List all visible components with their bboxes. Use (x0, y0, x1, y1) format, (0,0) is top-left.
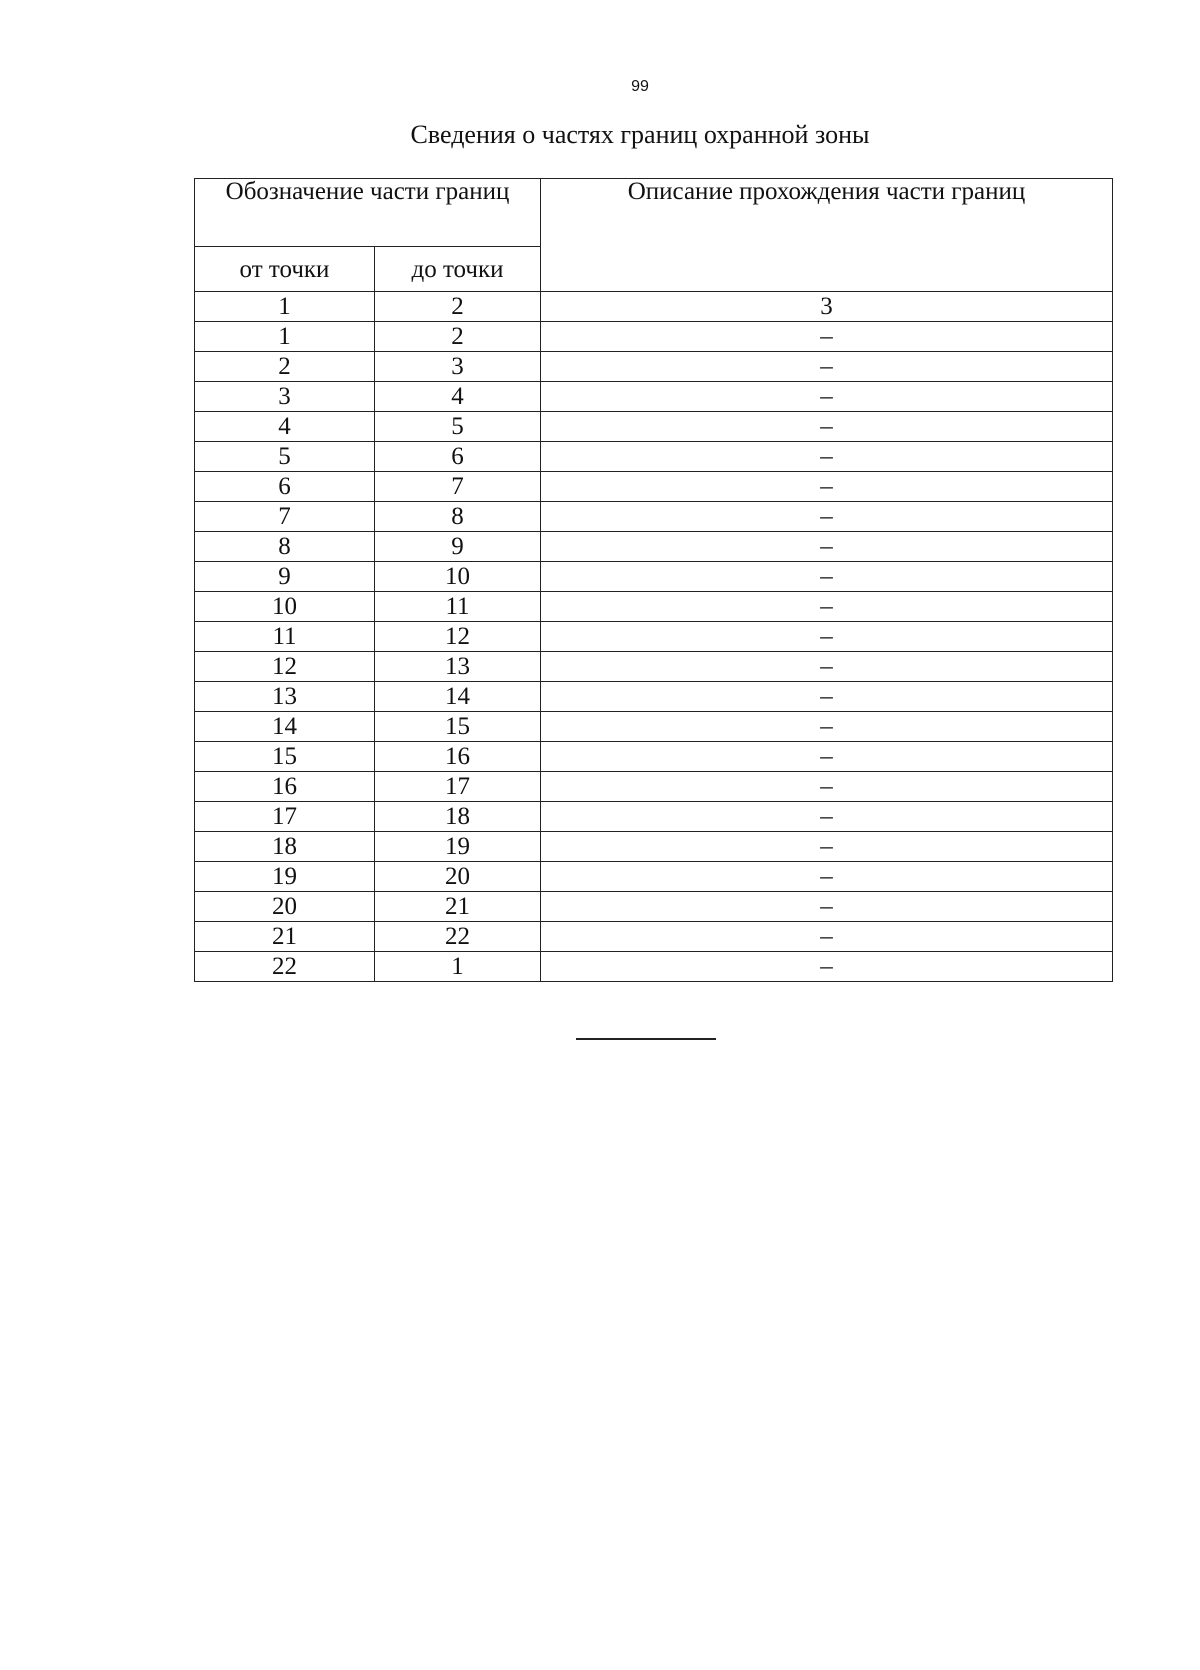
cell-description: – (541, 922, 1113, 952)
page-number: 99 (631, 78, 649, 95)
cell-from-point: 11 (195, 622, 375, 652)
cell-to-point: 12 (375, 622, 541, 652)
cell-to-point: 11 (375, 592, 541, 622)
cell-description: – (541, 772, 1113, 802)
cell-from-point: 21 (195, 922, 375, 952)
table-row (195, 352, 1113, 382)
cell-from-point: 20 (195, 892, 375, 922)
cell-to-point: 14 (375, 682, 541, 712)
boundary-parts-table (194, 178, 1113, 982)
cell-from-point: 18 (195, 832, 375, 862)
cell-description: – (541, 652, 1113, 682)
table-row (195, 862, 1113, 892)
cell-to-point: 20 (375, 862, 541, 892)
header-from-point: от точки (195, 247, 375, 292)
cell-description: – (541, 412, 1113, 442)
cell-description: – (541, 322, 1113, 352)
column-index-cell: 1 (195, 292, 375, 322)
cell-from-point: 16 (195, 772, 375, 802)
cell-from-point: 1 (195, 322, 375, 352)
table-row (195, 502, 1113, 532)
column-index-cell: 2 (375, 292, 541, 322)
cell-to-point: 17 (375, 772, 541, 802)
cell-to-point: 16 (375, 742, 541, 772)
table-row (195, 562, 1113, 592)
cell-description: – (541, 532, 1113, 562)
header-row-main (195, 179, 1113, 247)
cell-to-point: 3 (375, 352, 541, 382)
cell-from-point: 13 (195, 682, 375, 712)
table-row (195, 712, 1113, 742)
cell-from-point: 4 (195, 412, 375, 442)
cell-description: – (541, 712, 1113, 742)
cell-description: – (541, 592, 1113, 622)
cell-from-point: 17 (195, 802, 375, 832)
table-row (195, 772, 1113, 802)
column-index-cell: 3 (541, 292, 1113, 322)
cell-from-point: 14 (195, 712, 375, 742)
cell-description: – (541, 802, 1113, 832)
table-row (195, 742, 1113, 772)
table-row (195, 472, 1113, 502)
cell-description: – (541, 502, 1113, 532)
header-description: Описание прохождения части границ (541, 179, 1113, 292)
cell-from-point: 7 (195, 502, 375, 532)
cell-from-point: 12 (195, 652, 375, 682)
table-row (195, 592, 1113, 622)
cell-to-point: 9 (375, 532, 541, 562)
cell-to-point: 21 (375, 892, 541, 922)
cell-to-point: 6 (375, 442, 541, 472)
cell-description: – (541, 562, 1113, 592)
cell-from-point: 2 (195, 352, 375, 382)
cell-from-point: 10 (195, 592, 375, 622)
cell-description: – (541, 682, 1113, 712)
cell-description: – (541, 892, 1113, 922)
cell-to-point: 7 (375, 472, 541, 502)
table-row (195, 922, 1113, 952)
cell-to-point: 8 (375, 502, 541, 532)
cell-to-point: 1 (375, 952, 541, 982)
cell-to-point: 19 (375, 832, 541, 862)
cell-to-point: 5 (375, 412, 541, 442)
cell-description: – (541, 622, 1113, 652)
cell-to-point: 18 (375, 802, 541, 832)
cell-description: – (541, 382, 1113, 412)
table-row (195, 652, 1113, 682)
table-body (195, 292, 1113, 982)
table-row (195, 952, 1113, 982)
cell-to-point: 4 (375, 382, 541, 412)
cell-from-point: 6 (195, 472, 375, 502)
table-header (195, 179, 1113, 292)
cell-description: – (541, 742, 1113, 772)
cell-from-point: 15 (195, 742, 375, 772)
table-row (195, 322, 1113, 352)
cell-description: – (541, 352, 1113, 382)
cell-to-point: 2 (375, 322, 541, 352)
cell-from-point: 5 (195, 442, 375, 472)
footer-rule (576, 1038, 716, 1040)
table-row (195, 622, 1113, 652)
cell-description: – (541, 832, 1113, 862)
cell-description: – (541, 952, 1113, 982)
cell-description: – (541, 442, 1113, 472)
cell-to-point: 10 (375, 562, 541, 592)
table-row (195, 832, 1113, 862)
cell-from-point: 22 (195, 952, 375, 982)
table-row (195, 442, 1113, 472)
header-designation: Обозначение части границ (195, 179, 541, 247)
cell-to-point: 15 (375, 712, 541, 742)
table-row (195, 892, 1113, 922)
cell-to-point: 22 (375, 922, 541, 952)
header-to-point: до точки (375, 247, 541, 292)
column-index-row (195, 292, 1113, 322)
cell-from-point: 3 (195, 382, 375, 412)
table-row (195, 412, 1113, 442)
table-row (195, 532, 1113, 562)
cell-to-point: 13 (375, 652, 541, 682)
table-row (195, 802, 1113, 832)
cell-from-point: 19 (195, 862, 375, 892)
cell-description: – (541, 472, 1113, 502)
cell-from-point: 9 (195, 562, 375, 592)
table-row (195, 682, 1113, 712)
cell-description: – (541, 862, 1113, 892)
page-title: Сведения о частях границ охранной зоны (410, 120, 870, 149)
cell-from-point: 8 (195, 532, 375, 562)
table-row (195, 382, 1113, 412)
